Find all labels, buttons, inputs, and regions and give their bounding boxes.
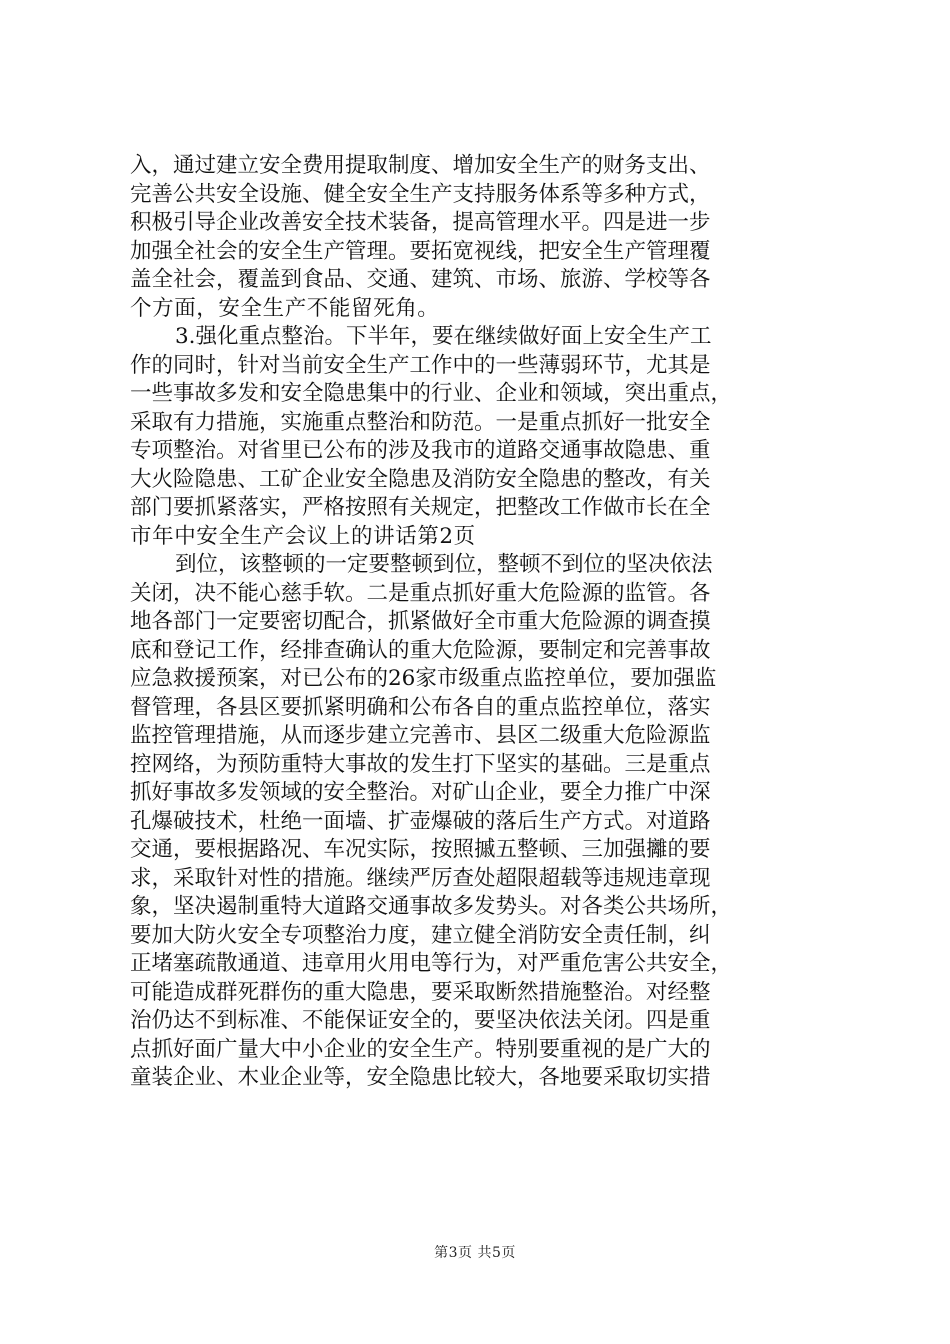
text-line: 求，采取针对性的措施。继续严厉查处超限超载等违规违章现 <box>130 865 711 891</box>
text-line: 关闭，决不能心慈手软。二是重点抓好重大危险源的监管。各 <box>130 580 711 606</box>
text-line: 要加大防火安全专项整治力度，建立健全消防安全责任制，纠 <box>130 922 711 948</box>
text-line: 象，坚决遏制重特大道路交通事故多发势头。对各类公共场所， <box>130 894 733 919</box>
text-line: 个方面，安全生产不能留死角。 <box>130 295 440 321</box>
text-line: 童装企业、木业企业等，安全隐患比较大，各地要采取切实措 <box>130 1065 711 1090</box>
text-line: 完善公共安全设施、健全安全生产支持服务体系等多种方式， <box>130 181 711 207</box>
text-line: 部门要抓紧落实，严格按照有关规定，把整改工作做市长在全 <box>130 495 711 520</box>
text-line: 一些事故多发和安全隐患集中的行业、企业和领域，突出重点， <box>130 381 733 406</box>
text-line: 交通，要根据路况、车况实际，按照摵五整顿、三加强攡的要 <box>130 837 711 862</box>
text-line: 3.强化重点整治。下半年，要在继续做好面上安全生产工 <box>175 324 712 349</box>
text-line: 正堵塞疏散通道、违章用火用电等行为，对严重危害公共安全， <box>130 951 733 976</box>
text-line: 可能造成群死群伤的重大隐患，要采取断然措施整治。对经整 <box>130 979 711 1005</box>
page-footer: 第3页 共5页 <box>434 1245 516 1261</box>
text-line: 专项整治。对省里已公布的涉及我市的道路交通事故隐患、重 <box>130 438 711 463</box>
text-line: 抓好事故多发领域的安全整治。对矿山企业，要全力推广中深 <box>130 780 711 805</box>
text-line: 入，通过建立安全费用提取制度、增加安全生产的财务支出、 <box>130 153 711 178</box>
text-line: 督管理，各县区要抓紧明确和公布各自的重点监控单位，落实 <box>130 694 711 720</box>
text-line: 点抓好面广量大中小企业的安全生产。特别要重视的是广大的 <box>130 1036 711 1062</box>
text-line: 积极引导企业改善安全技术装备，提高管理水平。四是进一步 <box>130 210 711 235</box>
text-line: 作的同时，针对当前安全生产工作中的一些薄弱环节，尤其是 <box>130 352 711 378</box>
text-line: 孔爆破技术，杜绝一面墙、扩壶爆破的落后生产方式。对道路 <box>130 808 711 834</box>
text-line: 市年中安全生产会议上的讲话第2页 <box>130 523 476 549</box>
text-line: 到位，该整顿的一定要整顿到位，整顿不到位的坚决依法 <box>175 552 713 577</box>
text-line: 监控管理措施，从而逐步建立完善市、县区二级重大危险源监 <box>130 723 711 748</box>
text-line: 控网络，为预防重特大事故的发生打下坚实的基础。三是重点 <box>130 751 711 777</box>
body-text <box>130 152 830 1093</box>
text-line: 大火险隐患、工矿企业安全隐患及消防安全隐患的整改，有关 <box>130 466 711 492</box>
text-line: 应急救援预案，对已公布的26家市级重点监控单位，要加强监 <box>130 666 717 691</box>
text-line: 治仍达不到标准、不能保证安全的，要坚决依法关闭。四是重 <box>130 1008 711 1033</box>
text-line: 加强全社会的安全生产管理。要拓宽视线，把安全生产管理覆 <box>130 238 711 264</box>
text-line: 地各部门一定要密切配合，抓紧做好全市重大危险源的调查摸 <box>130 609 711 634</box>
text-line: 底和登记工作，经排查确认的重大危险源，要制定和完善事故 <box>130 637 711 663</box>
text-line: 采取有力措施，实施重点整治和防范。一是重点抓好一批安全 <box>130 409 711 435</box>
text-line: 盖全社会，覆盖到食品、交通、建筑、市场、旅游、学校等各 <box>130 267 711 292</box>
